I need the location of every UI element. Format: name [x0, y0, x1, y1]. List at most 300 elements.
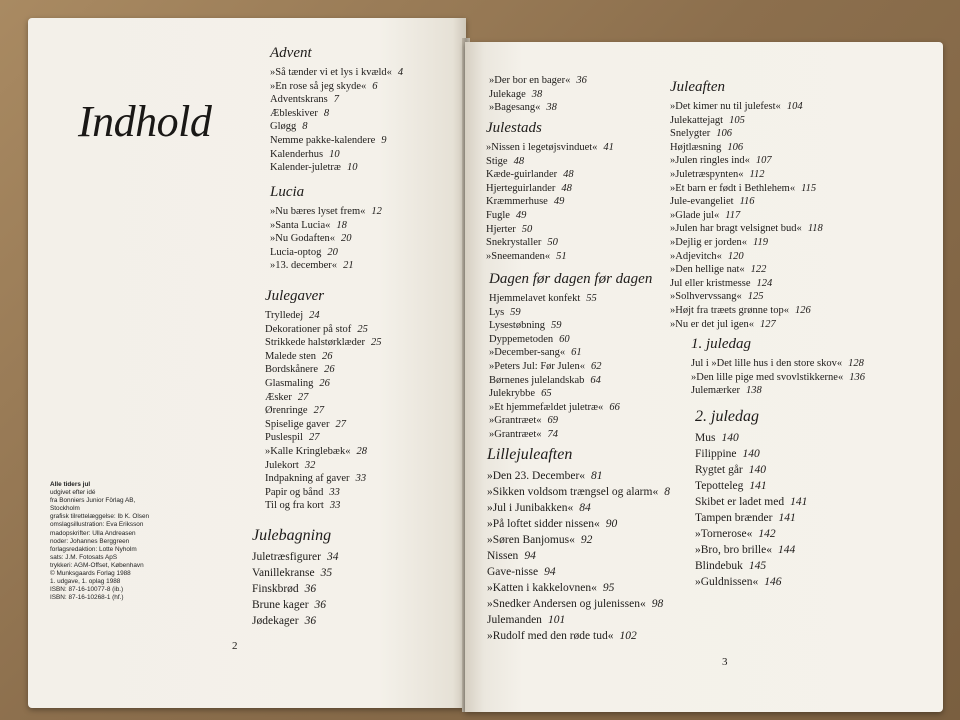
toc-entry-page: 116 [739, 196, 755, 208]
toc-entry [695, 510, 807, 526]
toc-entry-label: Jødekager [252, 615, 299, 627]
toc-entry-page: 124 [756, 277, 773, 289]
toc-entry [487, 484, 670, 500]
toc-entry [695, 478, 807, 494]
toc-list [695, 430, 807, 590]
toc-entry-page: 21 [343, 260, 354, 272]
toc-list [270, 66, 403, 175]
colophon-line: omslagsillustration: Eva Eriksson [50, 521, 144, 529]
toc-entry [252, 581, 338, 597]
toc-list [252, 549, 338, 629]
toc-entry [270, 246, 382, 260]
toc-entry [487, 580, 670, 596]
toc-entry-label: »Tornerose« [695, 528, 753, 540]
toc-entry-label: »13. december« [270, 260, 338, 272]
section-advent [270, 45, 403, 175]
toc-entry-label: Indpakning af gaver [265, 473, 350, 485]
toc-entry-page: 38 [546, 102, 557, 114]
toc-entry [670, 182, 823, 196]
toc-entry-page: 33 [329, 486, 340, 498]
toc-entry [265, 350, 382, 364]
toc-entry-label: Nissen [487, 550, 519, 562]
toc-entry-page: 140 [748, 464, 767, 476]
toc-entry-label: »Solhvervssang« [670, 291, 742, 303]
toc-entry-page: 28 [356, 445, 367, 457]
toc-entry-page: 48 [561, 182, 572, 194]
toc-entry [670, 222, 823, 236]
toc-entry-page: 62 [590, 360, 602, 372]
toc-list [486, 141, 614, 263]
toc-entry [670, 236, 823, 250]
toc-entry-label: Bordskånere [265, 364, 319, 376]
toc-entry-label: »Snedker Andersen og julenissen« [487, 598, 646, 610]
toc-entry-page: 60 [559, 333, 570, 345]
toc-entry-label: Hjerter [486, 223, 516, 235]
toc-entry [270, 232, 382, 246]
toc-entry-label: »Nu bæres lyset frem« [270, 206, 366, 217]
toc-entry-page: 27 [313, 405, 325, 417]
toc-entry [670, 318, 823, 332]
toc-entry-page: 35 [320, 567, 333, 579]
toc-entry [270, 161, 403, 175]
toc-entry-label: »Julen har bragt velsignet bud« [670, 223, 802, 235]
toc-entry-page: 94 [524, 550, 536, 562]
toc-entry-label: »Sikken voldsom trængsel og alarm« [487, 486, 659, 498]
section-heading: Lucia [270, 184, 305, 200]
toc-entry [265, 391, 382, 405]
section-heading: Julestads [486, 120, 542, 136]
toc-entry-label: Julemanden [487, 614, 542, 626]
left-page [28, 18, 466, 708]
colophon-line: madopskrifter: Ulla Andreasen [50, 529, 136, 537]
toc-entry [265, 445, 382, 459]
toc-entry [265, 336, 382, 350]
colophon-line: ISBN: 87-16-10077-8 (ib.) [50, 586, 124, 594]
toc-entry-page: 104 [786, 101, 803, 112]
toc-entry [486, 195, 614, 209]
toc-entry-page: 115 [801, 182, 817, 194]
toc-entry [487, 564, 670, 580]
toc-entry-label: Snekrystaller [486, 237, 542, 249]
toc-entry [486, 155, 614, 169]
toc-entry-label: Kalender-juletræ [270, 162, 341, 174]
toc-entry [270, 148, 403, 162]
toc-entry [489, 101, 587, 115]
toc-entry-label: »Adjevitch« [670, 250, 722, 262]
toc-entry-label: Julekage [489, 88, 526, 100]
toc-entry [691, 384, 865, 398]
toc-entry-page: 24 [309, 310, 320, 321]
toc-entry-page: 141 [790, 496, 808, 508]
toc-entry-label: »En rose så jeg skyde« [270, 80, 367, 92]
colophon-line: 1. udgave, 1. oplag 1988 [50, 578, 121, 586]
toc-entry-label: Blindebuk [695, 560, 743, 572]
toc-entry-label: »Bro, bro brille« [695, 544, 772, 556]
section-1-juledag [691, 336, 865, 398]
toc-entry-label: Kræmmerhuse [486, 196, 548, 208]
toc-list [670, 100, 823, 331]
toc-entry-page: 26 [324, 364, 335, 376]
toc-entry [695, 574, 807, 590]
toc-entry [695, 462, 807, 478]
toc-entry-page: 128 [848, 358, 864, 369]
toc-entry-page: 107 [755, 155, 772, 167]
section-heading: Julebagning [252, 527, 332, 544]
toc-entry-page: 126 [794, 304, 811, 316]
toc-entry-label: Adventskrans [270, 94, 328, 106]
toc-entry-label: »Højt fra træets grønne top« [670, 304, 789, 316]
toc-entry-page: 61 [571, 347, 582, 359]
toc-entry-label: Julemærker [691, 385, 740, 397]
toc-entry-page: 34 [326, 551, 339, 563]
toc-entry-label: Kæde-guirlander [486, 169, 558, 181]
toc-entry-page: 4 [397, 67, 404, 78]
toc-entry-page: 90 [605, 518, 618, 530]
toc-entry-label: Malede sten [265, 350, 317, 362]
toc-entry [670, 290, 823, 304]
toc-entry-page: 38 [531, 88, 543, 100]
toc-entry-page: 120 [727, 250, 744, 262]
colophon [50, 481, 250, 602]
toc-entry-page: 26 [319, 377, 330, 389]
toc-entry [265, 499, 382, 513]
toc-entry [252, 549, 338, 565]
toc-entry-label: Æsker [265, 391, 292, 403]
toc-entry [695, 494, 807, 510]
toc-entry [270, 205, 382, 219]
toc-entry-label: Glasmaling [265, 377, 314, 389]
toc-entry-label: »Den hellige nat« [670, 264, 745, 276]
toc-entry [265, 363, 382, 377]
toc-entry [670, 209, 823, 223]
colophon-line: sats: J.M. Fotosats ApS [50, 553, 118, 561]
section-juleaften [670, 79, 823, 331]
toc-entry-label: »Katten i kakkelovnen« [487, 582, 597, 594]
toc-entry-label: Hjerteguirlander [486, 182, 556, 194]
toc-entry-label: Gløgg [270, 121, 297, 133]
toc-entry-page: 27 [297, 391, 309, 403]
toc-entry-label: »Grantræet« [489, 415, 542, 427]
toc-entry [670, 141, 823, 155]
toc-entry-page: 145 [748, 560, 767, 572]
toc-entry [486, 182, 614, 196]
toc-entry-label: Jul eller kristmesse [670, 277, 751, 289]
toc-entry-page: 48 [513, 155, 525, 167]
toc-entry-label: Jul i »Det lille hus i den store skov« [691, 358, 843, 369]
colophon-line: forlagsredaktion: Lotte Nyholm [50, 545, 137, 553]
toc-entry-label: Skibet er ladet med [695, 496, 785, 508]
toc-entry-label: Filippine [695, 448, 737, 460]
toc-entry-label: Fugle [486, 209, 510, 221]
toc-entry-label: Trylledej [265, 310, 304, 321]
toc-entry [695, 446, 807, 462]
toc-entry-page: 36 [314, 599, 327, 611]
toc-entry [487, 612, 670, 628]
toc-entry [265, 309, 382, 323]
toc-entry-label: Nemme pakke-kalendere [270, 134, 376, 146]
section-julebagning [252, 527, 338, 629]
colophon-line: fra Bonniers Junior Förlag AB, [50, 497, 136, 505]
toc-entry-label: Gave-nisse [487, 566, 539, 578]
toc-entry [486, 141, 614, 155]
toc-entry-label: Højtlæsning [670, 141, 722, 153]
colophon-line: udgivet efter idé [50, 489, 96, 497]
page-number-left: 2 [232, 640, 238, 652]
toc-entry [486, 250, 614, 264]
toc-entry-page: 65 [541, 388, 552, 400]
toc-entry-page: 84 [579, 502, 591, 514]
toc-entry-page: 106 [716, 128, 732, 140]
toc-entry-page: 141 [749, 480, 767, 492]
toc-entry [695, 558, 807, 574]
toc-entry-label: »Guldnissen« [695, 576, 759, 588]
toc-entry-label: »Nu er det jul igen« [670, 318, 754, 330]
toc-entry [252, 613, 338, 629]
toc-entry [486, 168, 614, 182]
toc-entry-page: 117 [725, 209, 741, 221]
toc-entry-label: Rygtet går [695, 464, 743, 476]
toc-entry [489, 374, 652, 388]
open-book [28, 18, 943, 708]
toc-entry [270, 219, 382, 233]
toc-entry-label: Strikkede halstørklæder [265, 337, 366, 349]
toc-entry [489, 88, 587, 102]
section-2-juledag [695, 408, 807, 590]
toc-entry-page: 36 [576, 75, 587, 86]
toc-entry-page: 48 [563, 169, 574, 181]
toc-entry [486, 236, 614, 250]
toc-entry-page: 18 [336, 219, 347, 231]
toc-entry-page: 25 [371, 337, 382, 349]
toc-entry-page: 26 [322, 350, 333, 362]
toc-entry-label: »Rudolf med den røde tud« [487, 630, 614, 642]
section-julegaver [265, 288, 382, 513]
toc-entry-page: 146 [764, 576, 782, 588]
section-continued [489, 74, 587, 115]
toc-entry-label: »Så tænder vi et lys i kvæld« [270, 67, 392, 78]
toc-entry-page: 118 [807, 223, 823, 235]
right-page [465, 42, 943, 712]
toc-entry-page: 50 [547, 237, 558, 249]
toc-entry-label: »Nissen i legetøjsvinduet« [486, 142, 598, 153]
toc-entry [265, 459, 382, 473]
section-heading: 1. juledag [691, 336, 751, 352]
toc-entry-label: »Sneemanden« [486, 250, 551, 262]
section-dagen-foer [489, 271, 652, 442]
toc-entry-page: 140 [742, 448, 760, 460]
toc-entry [670, 250, 823, 264]
toc-entry-page: 41 [603, 142, 614, 153]
toc-list [270, 205, 382, 273]
toc-entry [487, 468, 670, 484]
toc-entry-label: »Bagesang« [489, 102, 541, 114]
toc-entry-label: Finskbrød [252, 583, 299, 595]
toc-entry-label: »Jul i Junibakken« [487, 502, 574, 514]
toc-entry [489, 360, 652, 374]
toc-entry-page: 136 [849, 371, 865, 383]
toc-entry-page: 12 [371, 206, 382, 217]
toc-entry-page: 81 [591, 470, 603, 482]
toc-entry [489, 401, 652, 415]
toc-entry [270, 107, 403, 121]
toc-entry-page: 144 [777, 544, 796, 556]
section-heading: Advent [270, 45, 312, 61]
toc-entry-page: 59 [551, 320, 562, 332]
toc-entry-page: 142 [758, 528, 776, 540]
toc-entry [670, 100, 823, 114]
toc-entry [486, 223, 614, 237]
toc-entry [695, 526, 807, 542]
toc-entry-page: 51 [556, 250, 567, 262]
toc-entry [487, 500, 670, 516]
toc-entry-label: Tampen brænder [695, 512, 773, 524]
toc-entry-page: 69 [547, 415, 558, 427]
toc-entry-label: Æbleskiver [270, 107, 318, 119]
toc-entry [487, 516, 670, 532]
toc-entry [487, 596, 670, 612]
toc-entry [489, 414, 652, 428]
section-heading: 2. juledag [695, 408, 759, 425]
toc-entry-page: 92 [580, 534, 593, 546]
toc-entry [270, 134, 403, 148]
toc-entry-label: Hjemmelavet konfekt [489, 293, 581, 304]
toc-entry-label: »Santa Lucia« [270, 219, 331, 231]
toc-entry [270, 259, 382, 273]
toc-entry-page: 101 [547, 614, 566, 626]
toc-entry-page: 49 [553, 196, 565, 208]
toc-entry-page: 105 [729, 114, 745, 126]
toc-entry [270, 93, 403, 107]
toc-entry-page: 10 [329, 148, 340, 160]
toc-entry-label: »Peters Jul: Før Julen« [489, 360, 585, 372]
toc-entry-label: »På loftet sidder nissen« [487, 518, 600, 530]
toc-list [487, 468, 670, 644]
toc-entry [489, 74, 587, 88]
toc-entry [487, 532, 670, 548]
toc-entry-page: 8 [664, 486, 670, 498]
toc-entry [265, 418, 382, 432]
toc-entry-page: 64 [590, 374, 601, 386]
toc-entry-label: Dyppemetoden [489, 333, 554, 345]
toc-entry [695, 430, 807, 446]
toc-entry-page: 27 [335, 418, 346, 430]
toc-entry-page: 55 [586, 293, 597, 304]
toc-entry-label: Lysestøbning [489, 320, 546, 332]
toc-entry-label: Julekattejagt [670, 114, 724, 126]
section-heading: Dagen før dagen før dagen [489, 271, 653, 287]
toc-entry-page: 102 [619, 630, 637, 642]
toc-entry [670, 263, 823, 277]
toc-entry-page: 25 [357, 323, 368, 335]
toc-entry [670, 277, 823, 291]
toc-entry-page: 27 [308, 432, 320, 444]
toc-entry-page: 20 [327, 246, 338, 258]
toc-entry-page: 94 [544, 566, 556, 578]
toc-entry-label: »Den 23. December« [487, 470, 586, 482]
toc-entry-label: Spiselige gaver [265, 418, 330, 430]
toc-entry-page: 7 [333, 94, 339, 106]
toc-entry-page: 36 [304, 583, 317, 595]
toc-entry-label: Børnenes julelandskab [489, 374, 585, 386]
toc-entry-label: Jule-evangeliet [670, 196, 734, 208]
toc-list [265, 309, 382, 513]
toc-list [489, 292, 652, 442]
toc-entry-page: 6 [372, 80, 378, 92]
toc-entry-page: 50 [521, 223, 533, 235]
toc-entry [487, 548, 670, 564]
colophon-line: grafisk tilrettelæggelse: Ib K. Olsen [50, 513, 150, 521]
section-heading: Lillejuleaften [487, 446, 573, 463]
toc-entry [489, 292, 652, 306]
toc-entry-page: 122 [750, 264, 767, 276]
toc-list [691, 357, 865, 398]
toc-entry [265, 404, 382, 418]
toc-entry [670, 168, 823, 182]
toc-entry-label: Julekort [265, 459, 299, 471]
toc-entry-label: Dekorationer på stof [265, 323, 352, 335]
toc-entry [486, 209, 614, 223]
toc-entry [489, 319, 652, 333]
toc-entry-page: 138 [746, 385, 762, 397]
toc-entry-label: »Et hjemmefældet juletræ« [489, 401, 604, 413]
toc-entry [265, 323, 382, 337]
toc-entry-label: Tepotteleg [695, 480, 744, 492]
toc-entry [487, 628, 670, 644]
toc-entry [695, 542, 807, 558]
toc-entry-page: 8 [323, 107, 330, 119]
toc-entry-label: Julekrybbe [489, 388, 536, 400]
toc-entry-page: 36 [304, 615, 317, 627]
toc-entry-label: »Der bor en bager« [489, 75, 571, 86]
toc-entry-page: 74 [547, 428, 558, 440]
toc-entry-page: 33 [355, 473, 367, 485]
toc-entry-label: »Juletræspynten« [670, 168, 744, 180]
toc-entry [270, 66, 403, 80]
colophon-line: ISBN: 87-16-10268-1 (hf.) [50, 594, 124, 602]
toc-entry [670, 154, 823, 168]
colophon-line: Stockholm [50, 505, 80, 513]
toc-entry [489, 306, 652, 320]
toc-entry [489, 387, 652, 401]
toc-entry-page: 10 [346, 162, 358, 174]
toc-entry [489, 346, 652, 360]
toc-entry [252, 597, 338, 613]
toc-entry-page: 125 [747, 291, 764, 303]
toc-entry [265, 472, 382, 486]
toc-entry-label: »Glade jul« [670, 209, 720, 221]
toc-entry-label: Brune kager [252, 599, 309, 611]
toc-entry [489, 333, 652, 347]
toc-entry-label: Ørenringe [265, 405, 308, 417]
toc-entry-label: »Kalle Kringlebæk« [265, 445, 351, 457]
toc-entry-label: »Søren Banjomus« [487, 534, 575, 546]
toc-entry-page: 112 [749, 168, 765, 180]
section-julestads [486, 120, 614, 263]
toc-entry-label: Lucia-optog [270, 246, 322, 258]
toc-entry-page: 9 [381, 134, 387, 146]
toc-entry-label: Juletræsfigurer [252, 551, 321, 563]
toc-entry-page: 33 [329, 500, 341, 512]
toc-entry [670, 195, 823, 209]
toc-entry [252, 565, 338, 581]
toc-entry-label: Papir og bånd [265, 486, 324, 498]
toc-entry-label: Lys [489, 306, 505, 318]
toc-entry-label: »Et barn er født i Bethlehem« [670, 182, 796, 194]
toc-entry [489, 428, 652, 442]
section-lillejuleaften [487, 446, 670, 644]
toc-entry-label: Mus [695, 432, 716, 444]
colophon-line: trykkeri: AGM-Offset, København [50, 561, 144, 569]
